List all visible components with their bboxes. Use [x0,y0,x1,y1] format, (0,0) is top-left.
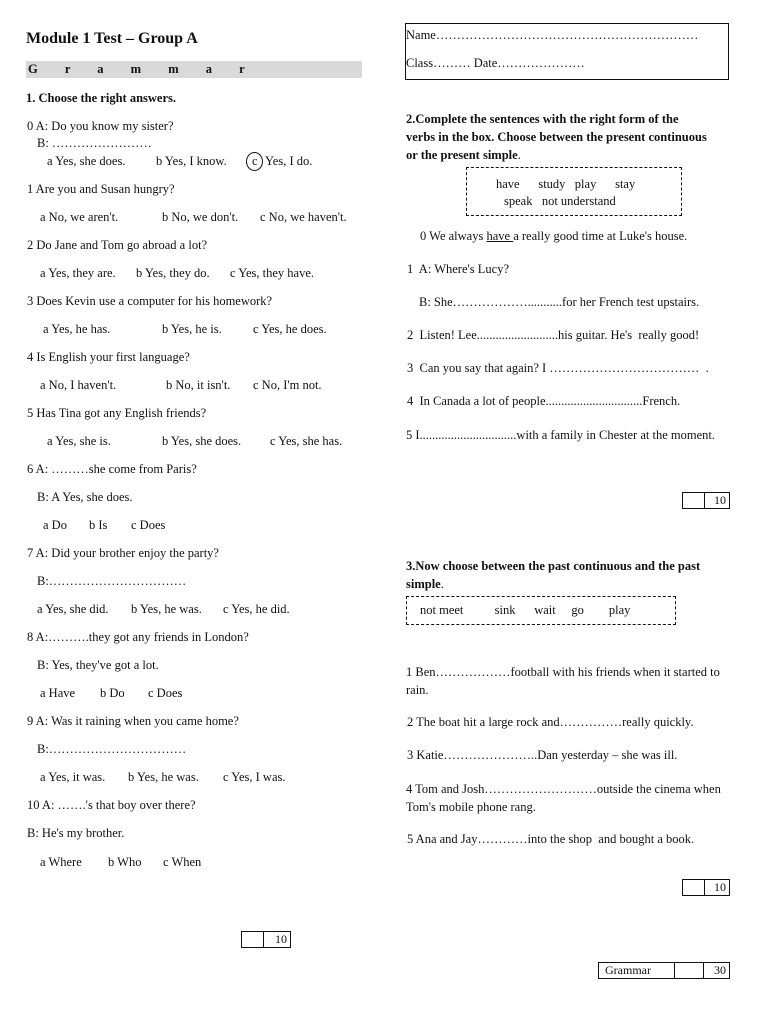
ex1-heading: 1. Choose the right answers. [26,91,176,105]
ex2-s3: 3 Can you say that again? I ……………………………… . [407,361,709,375]
ex1-q7: 7 A: Did your brother enjoy the party? [27,546,219,560]
ex3-s4: 4 Tom and Josh………………………outside the cinema when Tom's mobile phone rang. [406,782,721,814]
ex1-q8-b-opt: b Do [100,686,125,700]
ex1-q8-a-opt: a Have [40,686,76,700]
ex1-q9-b: B:…………………………… [37,742,187,756]
ex1-score: 10 [263,932,290,947]
ex1-q0-c-rest: Yes, I do. [265,154,313,168]
ex2-score: 10 [704,493,729,508]
ex1-q8: 8 A:……….they got any friends in London? [27,630,249,644]
ex1-q0: 0 A: Do you know my sister? [27,119,174,133]
ex3-word-box [406,596,676,625]
ex1-q7-c-opt: c Yes, he did. [223,602,290,616]
ex1-q7-b-opt: b Yes, he was. [131,602,202,616]
ex1-q1-a: a No, we aren't. [40,210,119,224]
ex1-q7-a-opt: a Yes, she did. [37,602,109,616]
ex1-q9-c-opt: c Yes, I was. [223,770,286,784]
ex3-score: 10 [704,880,729,895]
ex2-ex0-post: a really good time at Luke's house. [513,229,688,243]
ex1-q10-b-opt: b Who [108,855,142,869]
ex3-s5: 5 Ana and Jay…………into the shop and bought a book. [407,832,695,846]
name-class-box [405,23,729,80]
ex2-s2: 2 Listen! Lee..........................his guitar. He's really good! [407,328,700,342]
ex2-ex0-pre: 0 We always [420,229,487,243]
ex1-q10-a-opt: a Where [40,855,82,869]
ex1-q2-a: a Yes, they are. [40,266,116,280]
ex1-q4-a: a No, I haven't. [40,378,117,392]
ex1-q3: 3 Does Kevin use a computer for his homework? [27,294,273,308]
ex2-heading-line3-wrap [406,148,521,163]
page-title: Module 1 Test – Group A [26,30,198,47]
total-score: 30 [703,963,729,978]
ex1-q9: 9 A: Was it raining when you came home? [27,714,239,728]
ex1-q2-b: b Yes, they do. [136,266,210,280]
ex2-box-line1: have study play stay [496,177,636,191]
ex2-s1b: B: She………………...........for her French test upstairs. [419,295,700,309]
ex1-q10-b: B: He's my brother. [27,826,125,840]
ex1-q0-b-opt: b Yes, I know. [156,154,227,168]
ex2-s5: 5 I...............................with a family in Chester at the moment. [406,428,715,442]
ex1-q3-a: a Yes, he has. [43,322,111,336]
total-score-box [598,962,730,979]
ex1-score-box [241,931,291,948]
ex1-q5-b: b Yes, she does. [162,434,242,448]
ex1-q1: 1 Are you and Susan hungry? [27,182,175,196]
class-date-field[interactable]: Class……… Date………………… [406,56,585,70]
ex2-s1: 1 A: Where's Lucy? [407,262,509,276]
total-label: Grammar [605,963,651,977]
ex3-heading-wrap [406,557,736,593]
ex1-q4-b: b No, it isn't. [166,378,231,392]
ex2-example [420,229,687,244]
ex2-score-box [682,492,730,509]
ex3-heading-end: . [440,577,444,591]
ex2-heading-line2: verbs in the box. Choose between the present continuous [406,130,707,144]
ex1-q5: 5 Has Tina got any English friends? [27,406,207,420]
ex1-q5-a: a Yes, she is. [47,434,111,448]
ex1-q1-b: b No, we don't. [162,210,239,224]
ex1-q7-b: B:…………………………… [37,574,187,588]
ex2-s4: 4 In Canada a lot of people...............................French. [407,394,681,408]
ex2-heading-line1: 2.Complete the sentences with the right form of the [406,112,679,126]
ex1-q6-b-opt: b Is [89,518,108,532]
ex1-q8-b: B: Yes, they've got a lot. [37,658,159,672]
ex1-q10-c-opt: c When [163,855,202,869]
ex1-q6-b: B: A Yes, she does. [37,490,133,504]
name-field[interactable]: Name……………………………………………………… [406,28,699,42]
section-label: G r a m m a r [28,62,257,76]
ex1-q9-b-opt: b Yes, he was. [128,770,199,784]
ex1-q0-a: a Yes, she does. [47,154,126,168]
ex1-q2-c: c Yes, they have. [230,266,315,280]
ex1-q10: 10 A: …….'s that boy over there? [27,798,196,812]
ex1-q6-a-opt: a Do [43,518,67,532]
ex1-q1-c: c No, we haven't. [260,210,347,224]
ex1-q3-b: b Yes, he is. [162,322,222,336]
ex1-q6-c-opt: c Does [131,518,166,532]
ex3-heading: 3.Now choose between the past continuous and the past simple [406,559,701,591]
ex3-s2: 2 The boat hit a large rock and……………really quickly. [407,715,694,729]
ex2-word-box [466,167,682,216]
ex1-q9-a-opt: a Yes, it was. [40,770,106,784]
ex2-ex0-verb: have [486,229,514,243]
ex1-q0-b: B: …………………… [37,136,152,150]
ex1-q4-c: c No, I'm not. [253,378,322,392]
ex1-q6: 6 A: ………she come from Paris? [27,462,197,476]
ex1-q2: 2 Do Jane and Tom go abroad a lot? [27,238,208,252]
ex3-s1: 1 Ben………………football with his friends when it started to rain. [406,665,720,697]
section-bar [26,61,362,78]
ex2-heading-line3: or the present simple [406,148,518,162]
ex2-box-line2: speak not understand [504,194,616,208]
ex2-heading-end: . [517,148,521,162]
ex1-q4: 4 Is English your first language? [27,350,190,364]
ex3-s3: 3 Katie…………………..Dan yesterday – she was ill. [407,748,678,762]
ex1-q0-c: c [252,154,258,168]
ex1-q3-c: c Yes, he does. [253,322,327,336]
ex1-q8-c-opt: c Does [148,686,183,700]
ex1-q5-c: c Yes, she has. [270,434,343,448]
ex3-score-box [682,879,730,896]
ex3-box-words: not meet sink wait go play [420,603,631,617]
